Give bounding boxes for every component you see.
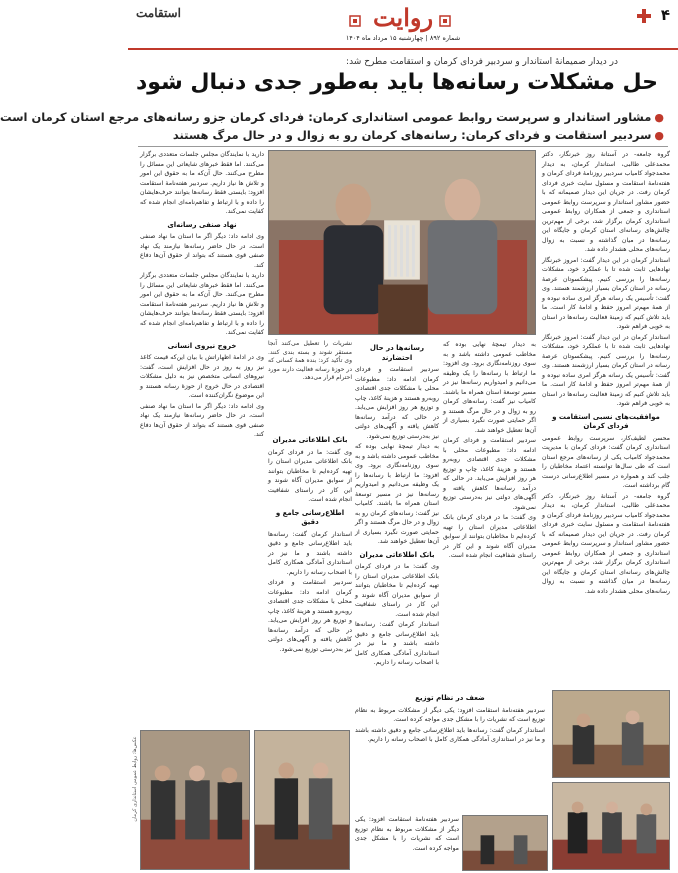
photo-image xyxy=(141,731,249,869)
photo-image xyxy=(255,731,349,869)
issue-dateline: شماره ۸۹۲ | چهارشنبه ۱۵ مرداد ماه ۱۴۰۴ xyxy=(345,34,461,42)
column-bottom-mid: ضعف در نظام توزیع سردبیر هفته‌نامهٔ استقامت افزود: یکی دیگر از مشکلات مربوط به نظام توزیع است که نشریات را با مشکل جدی مواجه کرده است. استاندار کرمان گفت: رسانه‌ها باید اطلاع‌رسانی جامع و دقیق داشته باشند و ما نیز در استانداری آمادگی همکاری کامل با اصحاب رسانه را داریم. xyxy=(355,694,545,743)
article-headline: حل مشکلات رسانه‌ها باید به‌طور جدی دنبال شود xyxy=(136,70,658,95)
subhead-heading: موافقیت‌های نسبی استقامت و فردای کرمان xyxy=(552,412,660,430)
photo-bottom-center xyxy=(254,730,350,870)
photo-image xyxy=(269,151,535,334)
column-bottom-tail: سردبیر هفته‌نامهٔ استقامت افزود: یکی دیگر از مشکلات مربوط به نظام توزیع است که نشریات را با مشکل جدی مواجه کرده است. xyxy=(355,816,459,852)
photo-lower-right-2 xyxy=(552,782,670,870)
newspaper-masthead: استقامت xyxy=(136,6,181,20)
subheadline-2: ●سردبیر استقامت و فردای کرمان: رسانه‌های کرمان رو به زوال و در حال مرگ هستند xyxy=(172,128,664,142)
page-number: ۴ xyxy=(660,6,670,24)
photo-image xyxy=(553,691,669,777)
article-kicker: در دیدار صمیمانهٔ استاندار و سردبیر فردای کرمان و استقامت مطرح شد: xyxy=(346,57,618,67)
photo-bottom-right xyxy=(462,815,548,871)
column-left: دارید با نمایندگان مجلس جلسات متعددی برگزار می‌کنند. اما فقط خبرهای شایعاتی این مسائل را مطرح می‌کنند. حال آن‌که ما به حقوق این امور و تلاش ها نیاز داریم. سردبیر هفته‌نامهٔ استقامت افزود: بایستی فقط رسانه‌ها بتوانند حرف‌هایشان را داده و با ارتباط و تفاهم‌نامه‌ای انجام شده که کفایت نمی‌کند. نهاد صنفی رسانه‌ای وی ادامه داد: دیگر اگر ما استان ما نهاد صنفی است، در حال حاضر رسانه‌ها نیازمند یک نهاد صنفی قوی هستند که بتواند از حقوق آن‌ها دفاع کند. دارید با نمایندگان مجلس جلسات متعددی برگزار می‌کنند. اما فقط خبرهای شایعاتی این مسائل را مطرح می‌کنند. حال آن‌که ما به حقوق این امور و تلاش ها نیاز داریم. سردبیر هفته‌نامهٔ استقامت افزود: بایستی فقط رسانه‌ها بتوانند حرف‌هایشان را داده و با ارتباط و تفاهم‌نامه‌ای انجام شده که کفایت نمی‌کند. خروج نیروی انسانی وی در ادامهٔ اظهاراتش با بیان این‌که قیمت کاغذ نیز روز به روز در حال افزایش است، گفت: نیروهای انسانی متخصص نیز به دلیل مشکلات اقتصادی در حال خروج از حوزهٔ رسانه هستند و این موضوع نگران‌کننده است. وی ادامه داد: دیگر اگر ما استان ما نهاد صنفی است، در حال حاضر رسانه‌ها نیازمند یک نهاد صنفی قوی هستند که بتواند از حقوق آن‌ها دفاع کند. xyxy=(140,151,264,438)
column-mid-left: رسانه‌ها در حال احتضارند سردبیر استقامت و فردای کرمان ادامه داد: مطبوعات محلی با مشکلات جدی اقتصادی روبه‌رو هستند و هزینهٔ کاغذ، چاپ و توزیع هر روز افزایش می‌یابد. در حالی که درآمد رسانه‌ها کاهش یافته و آگهی‌های دولتی نیز به‌درستی توزیع نمی‌شود. به دیدار تیمچهٔ نهایی بوده که مخاطب عمومی داشته باشد و به سوی روزنامه‌نگاری برود. وی افزود: ما ارتباط با رسانه‌ها را یک وظیفه می‌دانیم و امیدواریم رسانه‌ها نیز در مسیر توسعهٔ استان همراه ما باشند. کامیاب نیز گفت: رسانه‌های کرمان رو به زوال و در حال مرگ هستند و اگر حمایتی صورت نگیرد بسیاری از آن‌ها تعطیل خواهند شد. بانک اطلاعاتی مدیران وی گفت: ما در فردای کرمان بانک اطلاعاتی مدیران استان را تهیه کرده‌ایم تا مخاطبان بتوانند از سوابق مدیران آگاه شوند و این کار در راستای شفافیت انجام شده است. استاندار کرمان گفت: رسانه‌ها باید اطلاع‌رسانی جامع و دقیق داشته باشند و ما نیز در استانداری آمادگی همکاری کامل با اصحاب رسانه را داریم. xyxy=(354,344,439,666)
divider xyxy=(138,146,668,147)
column-mid-right: به دیدار تیمچهٔ نهایی بوده که مخاطب عمومی داشته باشد و به سوی روزنامه‌نگاری برود. وی افزود: ما ارتباط با رسانه‌ها را یک وظیفه می‌دانیم و امیدواریم رسانه‌ها نیز در مسیر توسعهٔ استان همراه ما باشند. کامیاب نیز گفت: رسانه‌های کرمان رو به زوال و در حال مرگ هستند و اگر حمایتی صورت نگیرد بسیاری از آن‌ها تعطیل خواهند شد. سردبیر استقامت و فردای کرمان ادامه داد: مطبوعات محلی با مشکلات جدی اقتصادی روبه‌رو هستند و هزینهٔ کاغذ، چاپ و توزیع هر روز افزایش می‌یابد. در حالی که درآمد رسانه‌ها کاهش یافته و آگهی‌های دولتی نیز به‌درستی توزیع نمی‌شود. وی گفت: ما در فردای کرمان بانک اطلاعاتی مدیران استان را تهیه کرده‌ایم تا مخاطبان بتوانند از سوابق مدیران آگاه شوند و این کار در راستای شفافیت انجام شده است. xyxy=(443,341,536,559)
main-photo xyxy=(268,150,536,335)
photo-image xyxy=(463,816,547,870)
page-header xyxy=(128,0,678,50)
ornament-icon xyxy=(348,14,362,28)
photo-image xyxy=(553,783,669,869)
photo-lower-right-1 xyxy=(552,690,670,778)
section-title: روایت xyxy=(372,3,434,32)
bullet-icon: ● xyxy=(654,129,664,142)
subheadline-1: ●مشاور استاندار و سرپرست روابط عمومی استانداری کرمان: فردای کرمان جزو رسانه‌های مرجع استان کرمان است xyxy=(0,110,664,124)
column-right: گروه جامعه- در آستانهٔ روز خبرنگار، دکتر محمدعلی طالبی، استاندار کرمان، به دیدار محمدجواد کامیاب سردبیر روزنامهٔ فردای کرمان و هفته‌نامهٔ استقامت و مسئول سایت خبری فردای کرمان رفت. در جریان این دیدار صمیمانه که با حضور مشاور استاندار و سرپرست روابط عمومی استانداری و جمعی از همکاران روابط عمومی استانداری کرمان برگزار شد، برخی از مهم‌ترین چالش‌های رسانه‌ای استان کرمان و جایگاه این رسانه‌ها در میان گذاشته و نسبت به زوال رسانه‌های محلی هشدار داده شد. استاندار کرمان در این دیدار گفت: امروز خبرنگار نهادهایی ثابت شده تا با عملکرد خود، مشکلات رسانه‌ها را بررسی کنیم. پیشکسوتان عرصهٔ رسانه در استان کرمان بسیار ارزشمند هستند. وی گفت: تأسیس یک رسانه هرگز امری ساده نبوده و از همهٔ مهم‌تر امروز حفظ و ادامهٔ کار است. ما باید تلاش کنیم که زمینهٔ فعالیت رسانه‌ها در استان به خوبی فراهم شود. استاندار کرمان در این دیدار گفت: امروز خبرنگار نهادهایی ثابت شده تا با عملکرد خود، مشکلات رسانه‌ها را بررسی کنیم. پیشکسوتان عرصهٔ رسانه در استان کرمان بسیار ارزشمند هستند. وی گفت: تأسیس یک رسانه هرگز امری ساده نبوده و از همهٔ مهم‌تر امروز حفظ و ادامهٔ کار است. ما باید تلاش کنیم که زمینهٔ فعالیت رسانه‌ها در استان به خوبی فراهم شود. موافقیت‌های نسبی استقامت و فردای کرمان محسن لطیف‌کار، سرپرست روابط عمومی استانداری کرمان گفت: فردای کرمان با مدیریت محمدجواد کامیاب یکی از رسانه‌های مرجع استان است که طی سال‌ها توانسته اعتماد مخاطبان را جلب کند و همواره در مسیر اطلاع‌رسانی درست گام برداشته است. گروه جامعه- در آستانهٔ روز خبرنگار، دکتر محمدعلی طالبی، استاندار کرمان، به دیدار محمدجواد کامیاب سردبیر روزنامهٔ فردای کرمان و هفته‌نامهٔ استقامت و مسئول سایت خبری فردای کرمان رفت. در جریان این دیدار صمیمانه که با حضور مشاور استاندار و سرپرست روابط عمومی استانداری و جمعی از همکاران روابط عمومی استانداری کرمان برگزار شد، برخی از مهم‌ترین چالش‌های رسانه‌ای استان کرمان و جایگاه این رسانه‌ها در میان گذاشته و نسبت به زوال رسانه‌های محلی هشدار داده شد. xyxy=(542,151,670,595)
photo-caption: نشریات را تعطیل می‌کنند آنجا مستقر شوند و بسته بندی کنند. وی تأکید کرد: بنده همهٔ کسانی که در حوزهٔ رسانه فعالیت دارند مورد احترام قرار می‌دهد. xyxy=(268,340,352,381)
photo-credit-strip: عکس‌ها: روابط عمومی استانداری کرمان xyxy=(132,736,138,822)
column-mid-far: بانک اطلاعاتی مدیران وی گفت: ما در فردای کرمان بانک اطلاعاتی مدیران استان را تهیه کرده‌ایم تا مخاطبان بتوانند از سوابق مدیران آگاه شوند و این کار در راستای شفافیت انجام شده است. اطلاع‌رسانی جامع و دقیق استاندار کرمان گفت: رسانه‌ها باید اطلاع‌رسانی جامع و دقیق داشته باشند و ما نیز در استانداری آمادگی همکاری کامل با اصحاب رسانه را داریم. سردبیر استقامت و فردای کرمان ادامه داد: مطبوعات محلی با مشکلات جدی اقتصادی روبه‌رو هستند و هزینهٔ کاغذ، چاپ و توزیع هر روز افزایش می‌یابد. در حالی که درآمد رسانه‌ها کاهش یافته و آگهی‌های دولتی نیز به‌درستی توزیع نمی‌شود. xyxy=(267,436,352,653)
bullet-icon: ● xyxy=(654,111,664,124)
photo-bottom-left xyxy=(140,730,250,870)
